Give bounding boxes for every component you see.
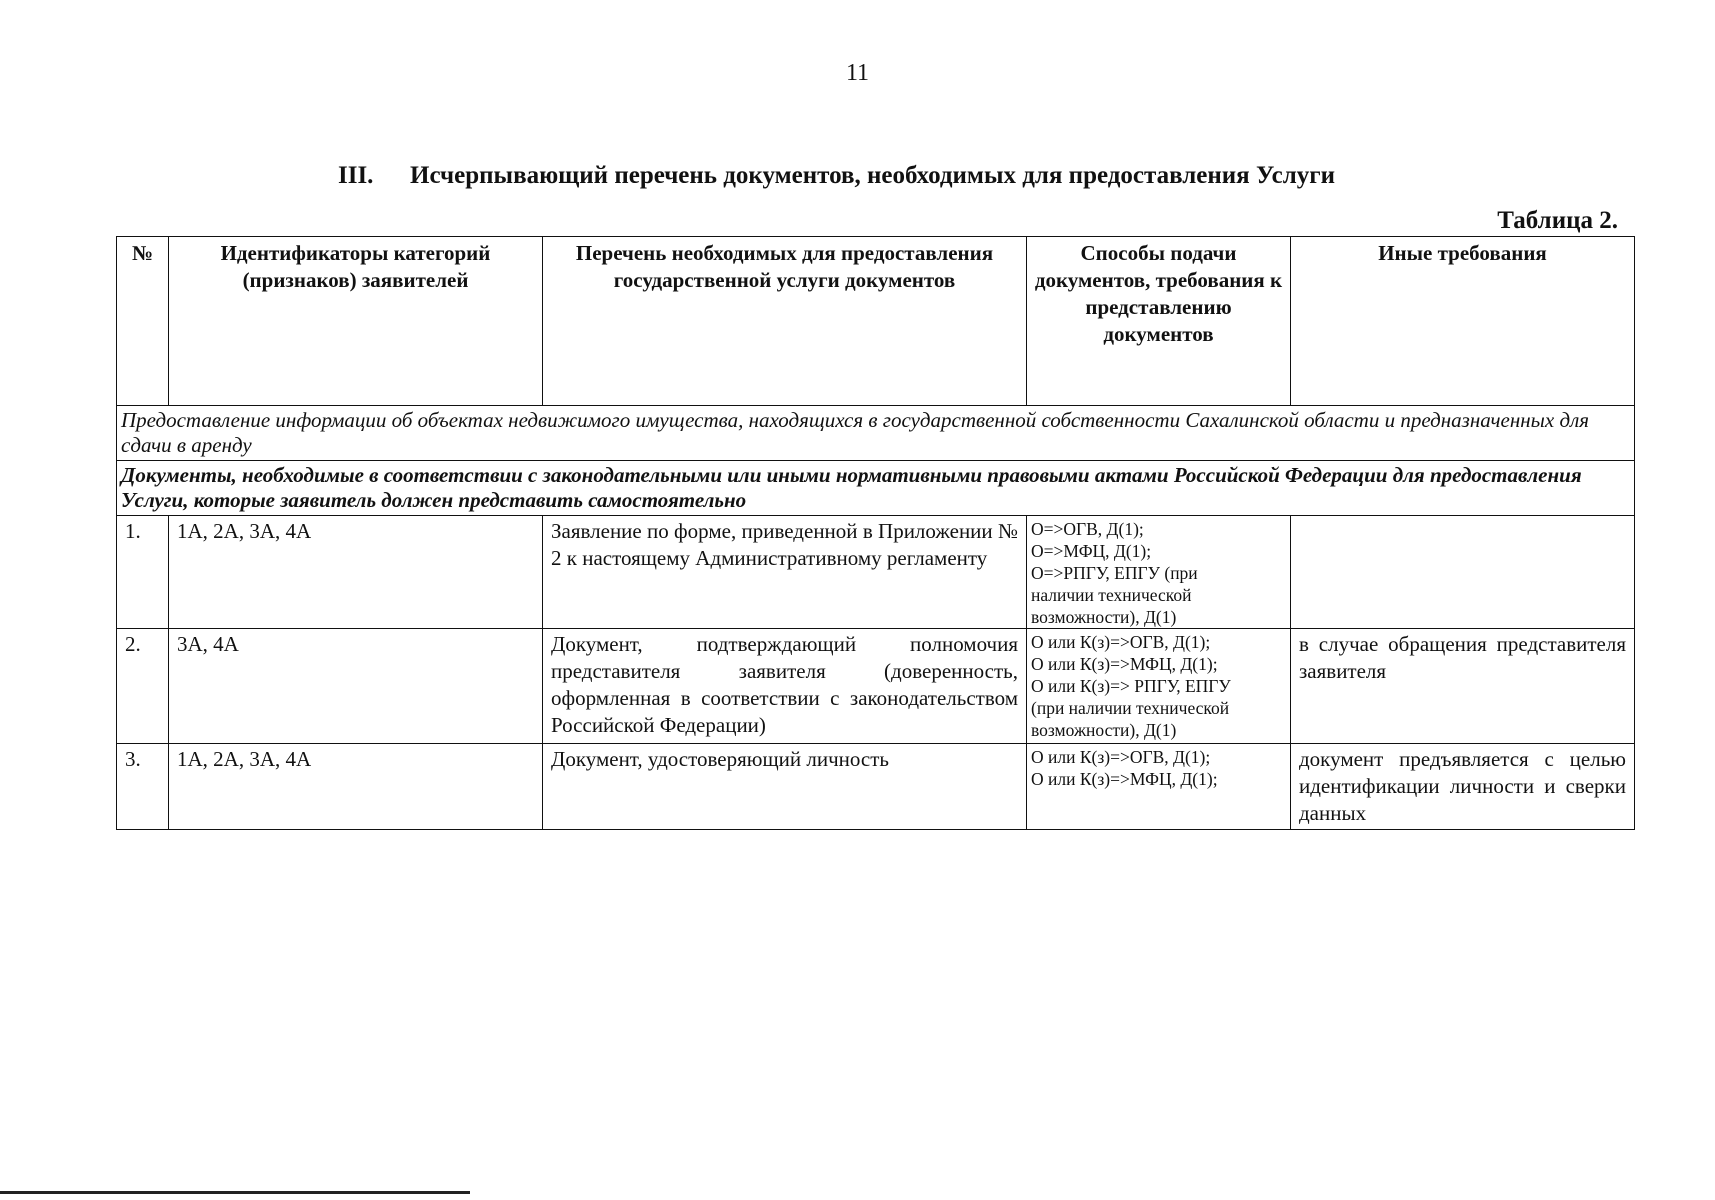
row-other: в случае обращения представителя заявителя xyxy=(1291,629,1635,744)
subsection-heading: Документы, необходимые в соответствии с законодательными или иными нормативными правовыми актами Российской Федерации для предоставления Услуги, которые заявитель должен представить самостоятельно xyxy=(117,461,1635,516)
table-row xyxy=(117,516,1635,629)
method-line: О=>МФЦ, Д(1); xyxy=(1031,541,1152,561)
header-methods: Способы подачи документов, требования к представлению документов xyxy=(1027,237,1291,406)
section-heading-row xyxy=(117,406,1635,461)
row-methods xyxy=(1027,629,1291,744)
method-line: О=>ОГВ, Д(1); xyxy=(1031,519,1144,539)
row-number: 2. xyxy=(117,629,169,744)
method-line: (при наличии технической xyxy=(1031,698,1230,718)
section-heading: Предоставление информации об объектах недвижимого имущества, находящихся в государственной собственности Сахалинской области и предназначенных для сдачи в аренду xyxy=(117,406,1635,461)
method-line: возможности), Д(1) xyxy=(1031,607,1177,627)
table-header-row xyxy=(117,237,1635,406)
section-title xyxy=(338,162,1335,190)
row-number: 3. xyxy=(117,744,169,830)
header-number: № xyxy=(117,237,169,406)
table-row xyxy=(117,629,1635,744)
row-document: Документ, подтверждающий полномочия представителя заявителя (доверенность, оформленная в соответствии с законодательством Российской Федерации) xyxy=(543,629,1027,744)
page-number: 11 xyxy=(845,60,870,86)
method-line: О или К(з)=>МФЦ, Д(1); xyxy=(1031,769,1218,789)
row-categories: 3А, 4А xyxy=(169,629,543,744)
method-line: наличии технической xyxy=(1031,585,1192,605)
method-line: возможности), Д(1) xyxy=(1031,720,1177,740)
header-other: Иные требования xyxy=(1291,237,1635,406)
table-label: Таблица 2. xyxy=(1497,207,1618,234)
row-methods xyxy=(1027,516,1291,629)
scan-edge-line xyxy=(0,1191,470,1194)
method-line: О=>РПГУ, ЕПГУ (при xyxy=(1031,563,1198,583)
documents-table xyxy=(116,236,1635,830)
section-number: III. xyxy=(338,162,374,189)
table-row xyxy=(117,744,1635,830)
row-categories: 1А, 2А, 3А, 4А xyxy=(169,744,543,830)
row-methods xyxy=(1027,744,1291,830)
row-other: документ предъявляется с целью идентификации личности и сверки данных xyxy=(1291,744,1635,830)
header-categories: Идентификаторы категорий (признаков) заявителей xyxy=(169,237,543,406)
method-line: О или К(з)=>ОГВ, Д(1); xyxy=(1031,747,1211,767)
header-documents: Перечень необходимых для предоставления государственной услуги документов xyxy=(543,237,1027,406)
method-line: О или К(з)=>ОГВ, Д(1); xyxy=(1031,632,1211,652)
method-line: О или К(з)=>МФЦ, Д(1); xyxy=(1031,654,1218,674)
row-other xyxy=(1291,516,1635,629)
row-document: Заявление по форме, приведенной в Приложении № 2 к настоящему Административному регламенту xyxy=(543,516,1027,629)
row-number: 1. xyxy=(117,516,169,629)
method-line: О или К(з)=> РПГУ, ЕПГУ xyxy=(1031,676,1231,696)
subsection-heading-row xyxy=(117,461,1635,516)
section-title-text: Исчерпывающий перечень документов, необходимых для предоставления Услуги xyxy=(410,162,1335,189)
row-document: Документ, удостоверяющий личность xyxy=(543,744,1027,830)
row-categories: 1А, 2А, 3А, 4А xyxy=(169,516,543,629)
